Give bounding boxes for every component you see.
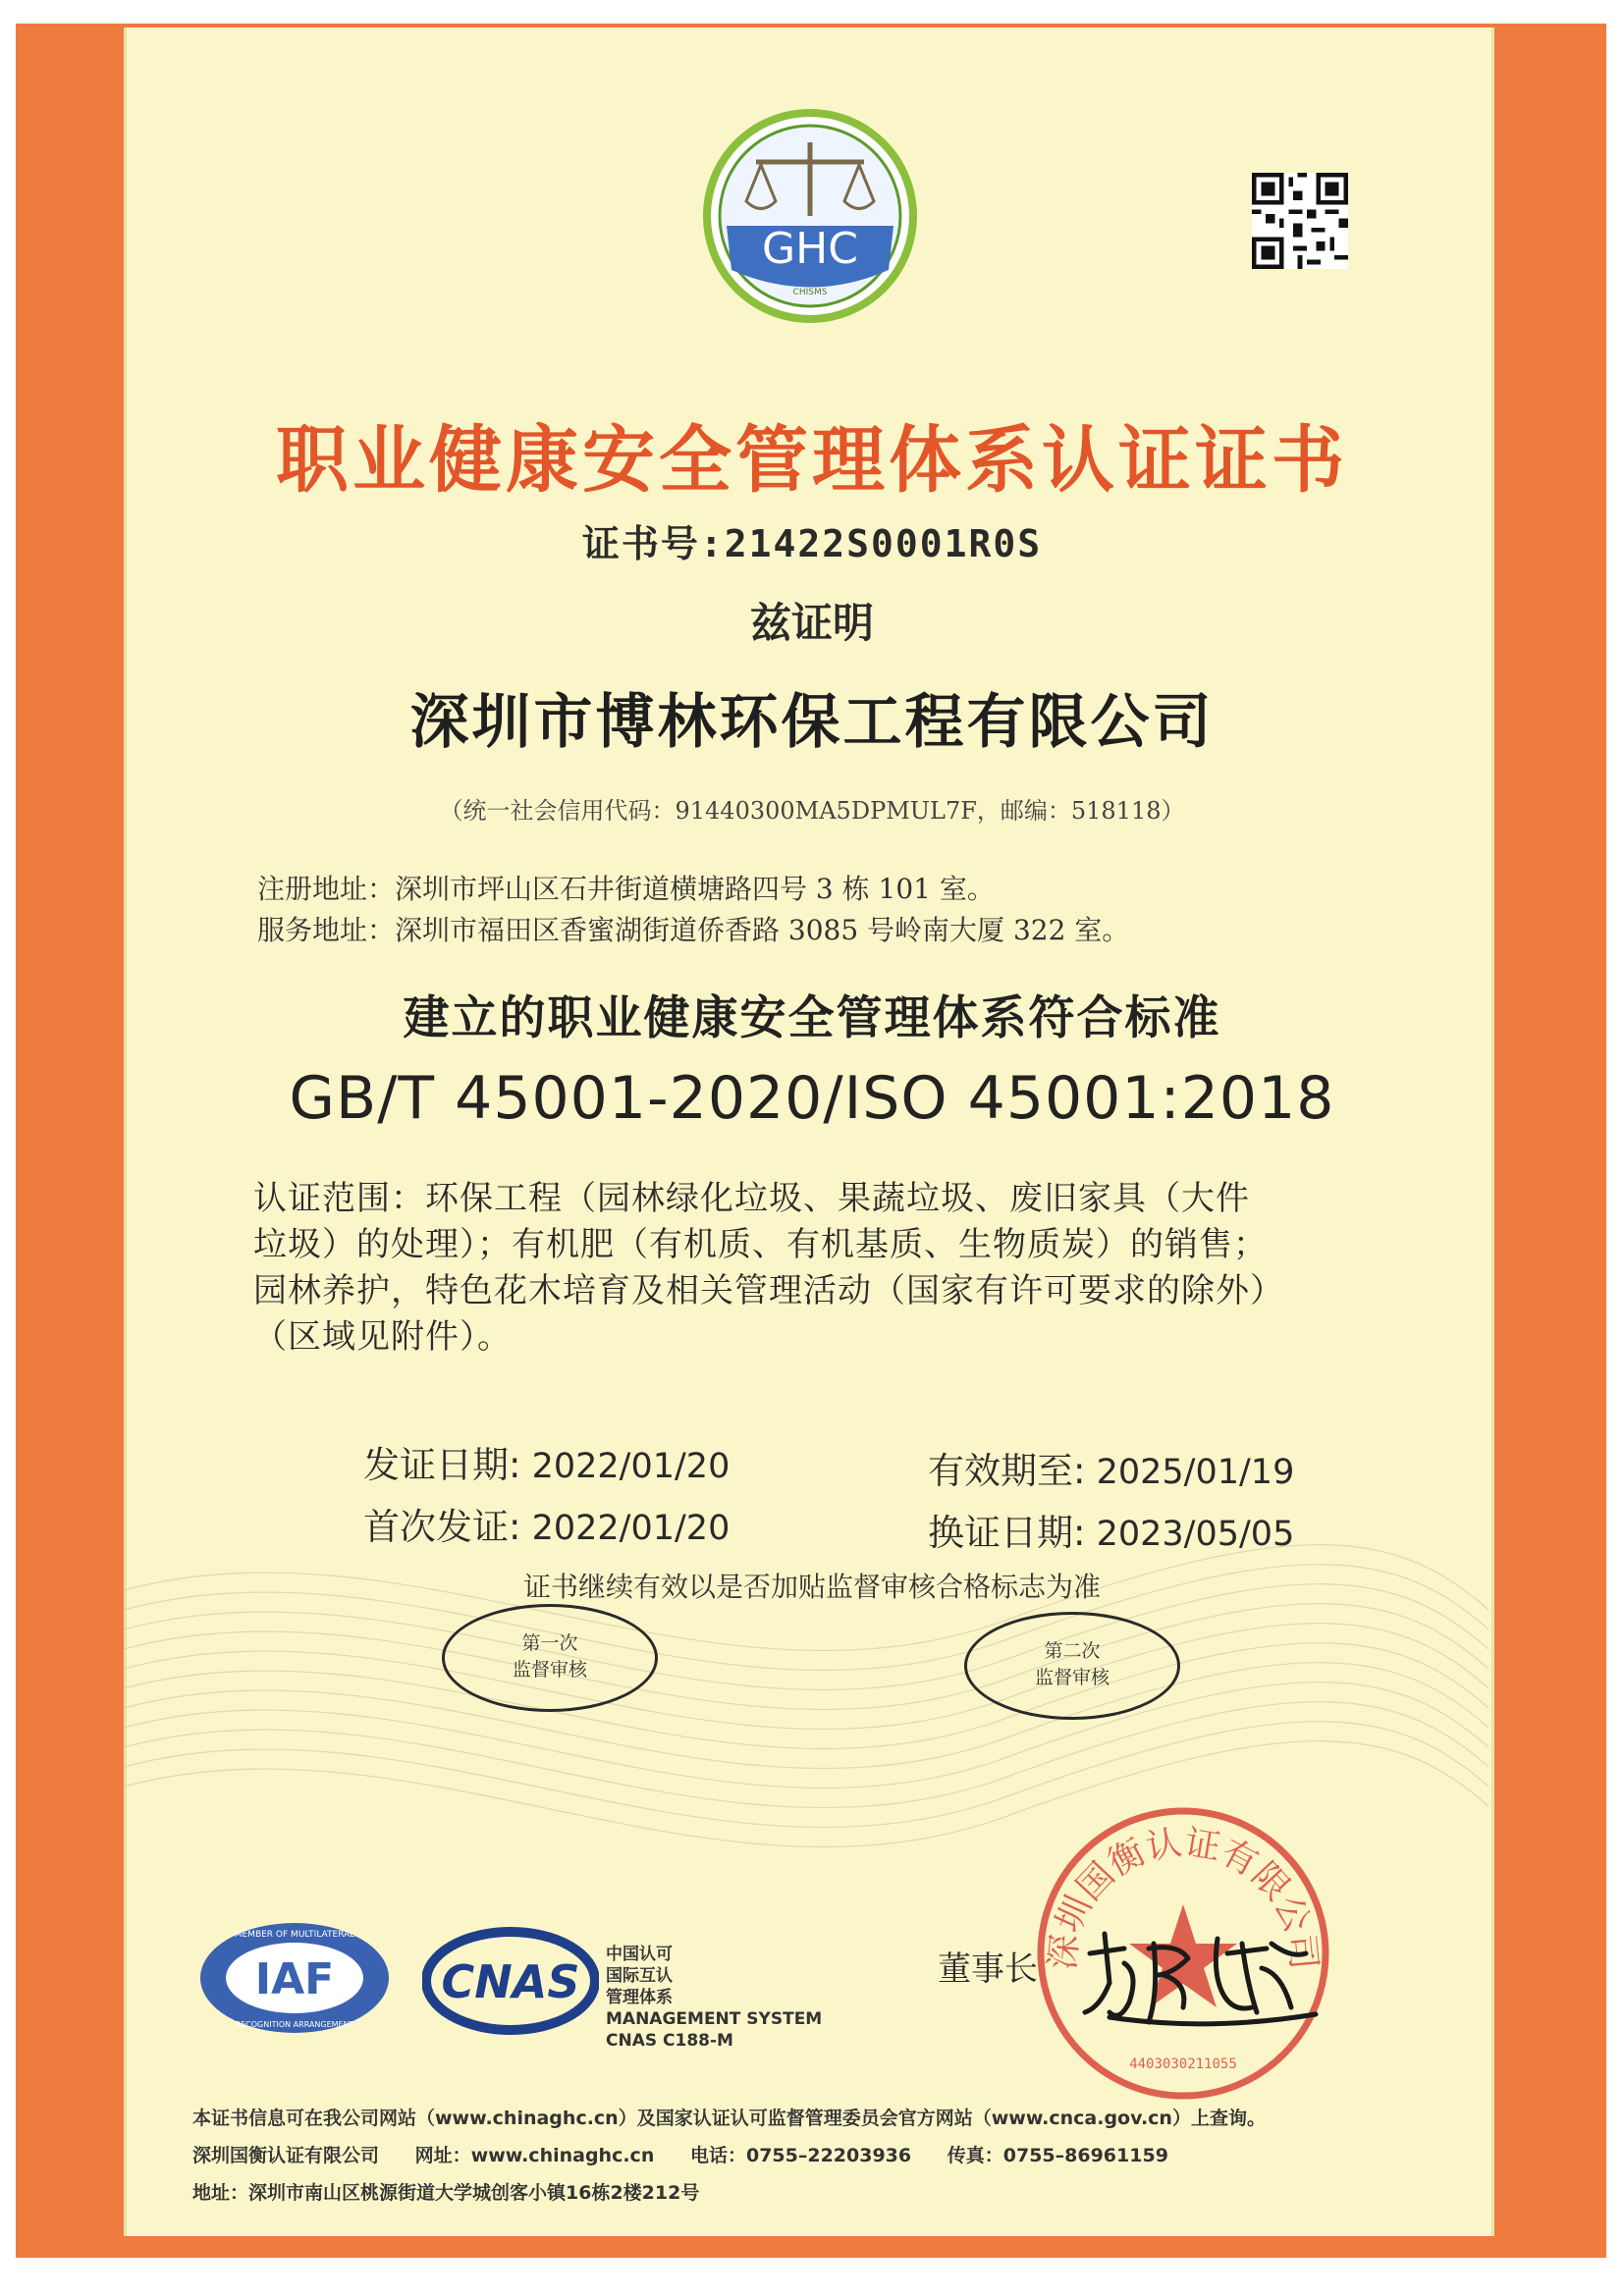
certificate-number-value: 21422S0001R0S [724,522,1043,565]
audit1-line1: 第一次 [521,1632,578,1654]
hereby-certify: 兹证明 [749,599,874,647]
audit1-line2: 监督审核 [512,1659,587,1681]
first-issue-value: 2022/01/20 [531,1509,731,1548]
cnas-line: CNAS C188-M [606,2031,733,2051]
renewal-date-label: 换证日期: [928,1512,1086,1554]
footer-phone: 电话：0755–22203936 [689,2145,912,2166]
issue-date-label: 发证日期: [363,1444,521,1486]
cnas-logo [422,1927,599,2035]
valid-until-value: 2025/01/19 [1096,1453,1295,1492]
cnas-line: MANAGEMENT SYSTEM [606,2009,823,2029]
certificate-title: 职业健康安全管理体系认证证书 [276,418,1348,503]
first-issue-label: 首次发证: [363,1506,521,1548]
renewal-date [928,1503,1294,1556]
logo-text: GHC [762,224,858,274]
valid-until-label: 有效期至: [928,1450,1086,1492]
standard-statement: 建立的职业健康安全管理体系符合标准 [403,991,1221,1045]
audit2-line1: 第二次 [1044,1640,1101,1662]
cnas-description [606,1944,822,2052]
first-surveillance-audit-oval [442,1604,658,1712]
renewal-date-value: 2023/05/05 [1096,1515,1295,1554]
qr-code [1252,173,1348,269]
ghc-logo [702,108,918,324]
certification-scope [253,1176,1363,1361]
service-address: 服务地址：深圳市福田区香蜜湖街道侨香路 3085 号岭南大厦 322 室。 [257,914,1130,946]
chairman-signature [1070,1914,1326,2042]
chairman-label: 董事长 [938,1949,1038,1989]
footer-website: 网址：www.chinaghc.cn [414,2145,655,2166]
second-surveillance-audit-oval [964,1612,1180,1720]
seal-text: 深圳国衡认证有限公司 [1042,1822,1325,1972]
footer-contact-line [192,2141,1198,2167]
iaf-ring-top: MEMBER OF MULTILATERAL [234,1930,355,1940]
issue-date [363,1435,730,1488]
issue-date-value: 2022/01/20 [531,1447,731,1486]
iaf-text: IAF [254,1954,335,2004]
cnas-line: 国际互认 [606,1966,673,1986]
footer-address: 地址：深圳市南山区桃源街道大学城创客小镇16栋2楼212号 [192,2182,700,2204]
cnas-text: CNAS [441,1955,580,2008]
footer-company: 深圳国衡认证有限公司 [192,2145,380,2166]
audit2-line2: 监督审核 [1034,1667,1110,1688]
cnas-line: 中国认可 [606,1945,673,1964]
logo-subtext: CHISMS [792,288,828,297]
validity-note: 证书继续有效以是否加贴监督审核合格标志为准 [522,1571,1101,1603]
credit-code-line: （统一社会信用代码：91440300MA5DPMUL7F，邮编：518118） [439,797,1185,825]
first-issue-date [363,1497,730,1550]
registered-address: 注册地址：深圳市坪山区石井街道横塘路四号 3 栋 101 室。 [257,873,995,905]
footer-fax: 传真：0755–86961159 [947,2145,1168,2166]
scope-line: 认证范围：环保工程（园林绿化垃圾、果蔬垃圾、废旧家具（大件 [253,1179,1250,1218]
valid-until [928,1441,1294,1494]
footer-verification-note: 本证书信息可在我公司网站（www.chinaghc.cn）及国家认证认可监督管理委员会官方网站（www.cnca.gov.cn）上查询。 [192,2108,1266,2129]
scope-line: （区域见附件）。 [253,1317,512,1357]
scope-line: 园林养护，特色花木培育及相关管理活动（国家有许可要求的除外） [253,1271,1284,1310]
company-name: 深圳市博林环保工程有限公司 [409,688,1215,757]
standard-code: GB/T 45001-2020/ISO 45001:2018 [289,1064,1335,1133]
scope-line: 垃圾）的处理）；有机肥（有机质、有机基质、生物质炭）的销售； [253,1225,1268,1264]
cnas-line: 管理体系 [606,1988,673,2007]
certificate-number-label: 证书号: [581,522,725,565]
certificate-number [0,513,1624,567]
seal-number: 4403030211055 [1129,2056,1237,2072]
iaf-logo [196,1919,393,2037]
iaf-ring-bottom: RECOGNITION ARRANGEMENT [235,2020,354,2029]
